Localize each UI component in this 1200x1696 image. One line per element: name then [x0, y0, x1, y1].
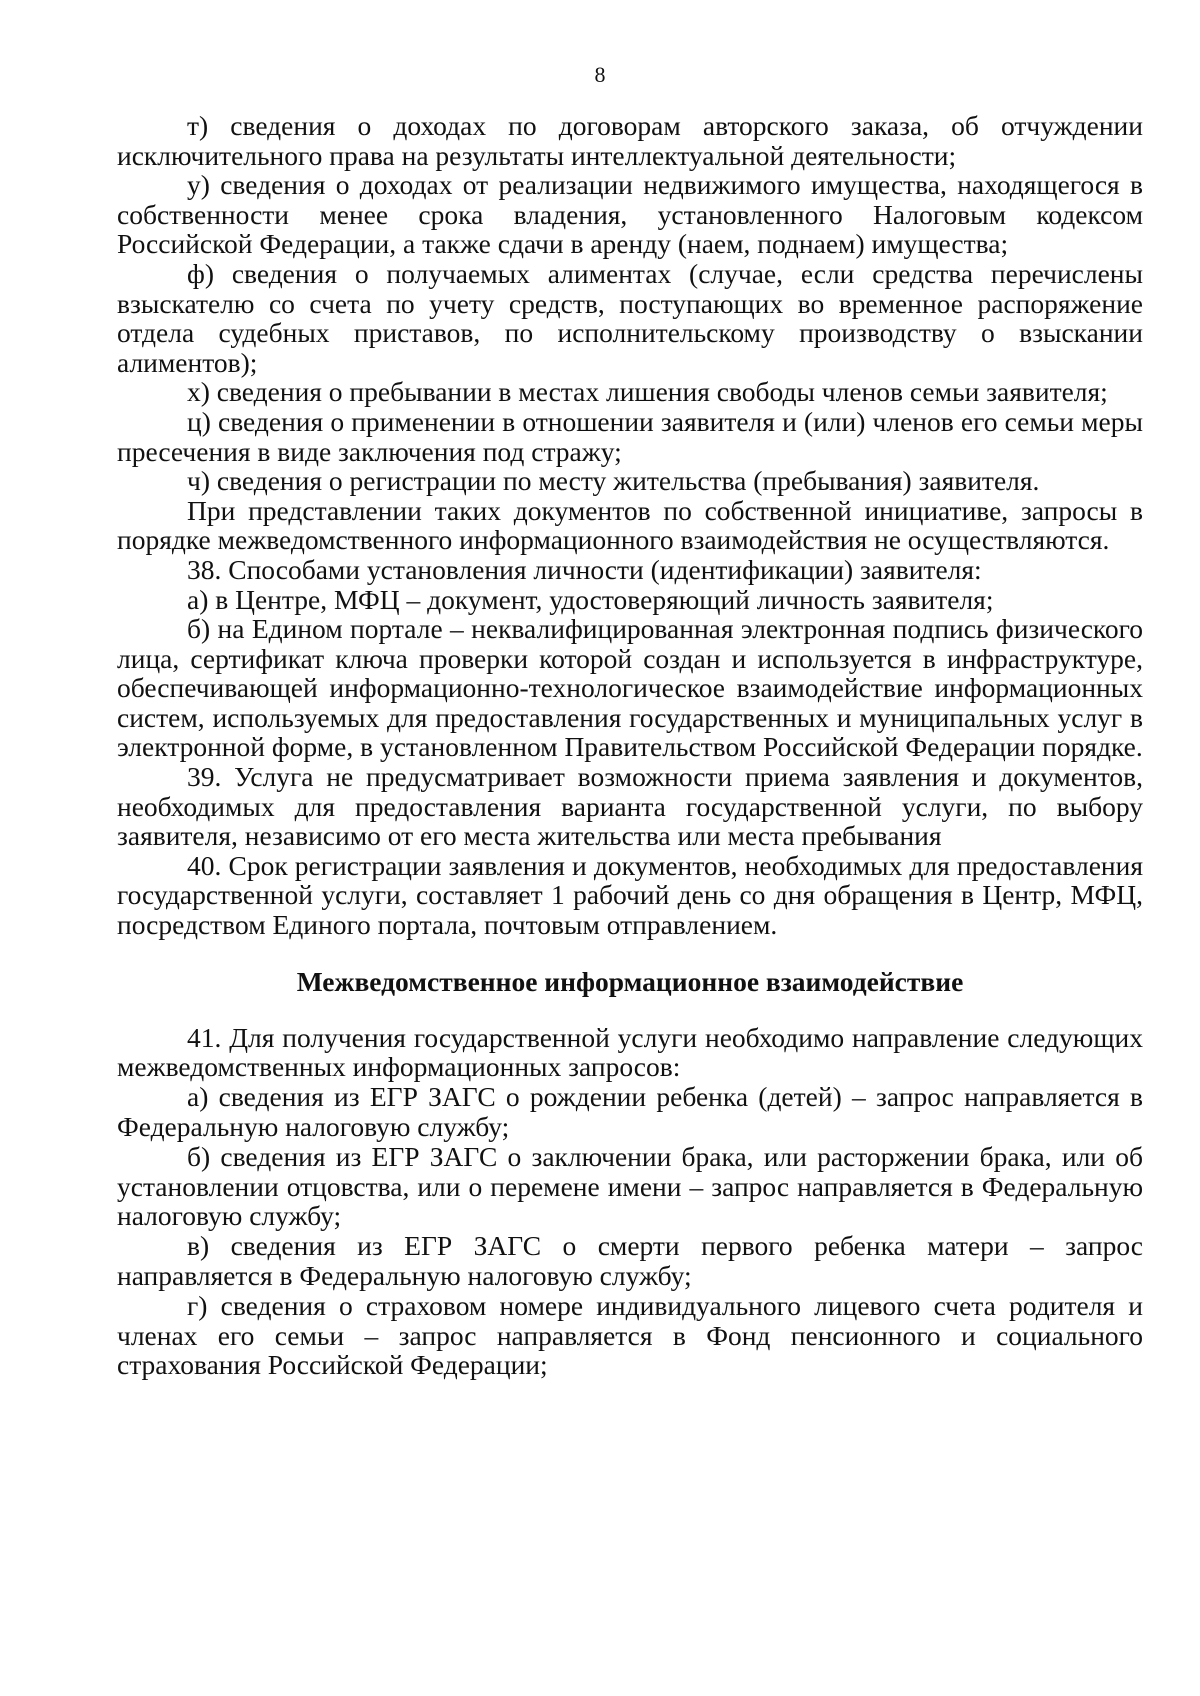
paragraph-39: 39. Услуга не предусматривает возможности приема заявления и документов, необходимых для предоставления варианта государственной услуги, по выбору заявителя, независимо от его места жительства или места пребывания	[117, 761, 1143, 852]
paragraph-38-b: б) на Едином портале – неквалифицированная электронная подпись физического лица, сертификат ключа проверки которой создан и используется в инфраструктуре, обеспечивающей информационно-технологическое взаимодействие информационных систем, используемых для предоставления государственных и муниципальных услуг в электронной форме, в установленном Правительством Российской Федерации порядке.	[117, 613, 1143, 763]
section-heading: Межведомственное информационное взаимодействие	[296, 965, 964, 997]
document-body	[117, 111, 1143, 1380]
paragraph-ch: ч) сведения о регистрации по месту жительства (пребывания) заявителя.	[187, 465, 1040, 497]
paragraph-41-a: а) сведения из ЕГР ЗАГС о рождении ребенка (детей) – запрос направляется в Федеральную налоговую службу;	[117, 1081, 1143, 1143]
paragraph-38-a: а) в Центре, МФЦ – документ, удостоверяющий личность заявителя;	[187, 583, 994, 615]
paragraph-u: у) сведения о доходах от реализации недвижимого имущества, находящегося в собственности менее срока владения, установленного Налоговым кодексом Российской Федерации, а также сдачи в аренду (наем, поднаем) имущества;	[117, 169, 1143, 260]
paragraph-40: 40. Срок регистрации заявления и документов, необходимых для предоставления государственной услуги, составляет 1 рабочий день со дня обращения в Центр, МФЦ, посредством Единого портала, почтовым отправлением.	[117, 849, 1143, 941]
paragraph-41-b: б) сведения из ЕГР ЗАГС о заключении брака, или расторжении брака, или об установлении отцовства, или о перемене имени – запрос направляется в Федеральную налоговую службу;	[117, 1140, 1143, 1232]
paragraph-41: 41. Для получения государственной услуги необходимо направление следующих межведомственных информационных запросов:	[117, 1021, 1143, 1083]
paragraph-t: т) сведения о доходах по договорам авторского заказа, об отчуждении исключительного права на результаты интеллектуальной деятельности;	[117, 110, 1143, 171]
paragraph-ts: ц) сведения о применении в отношении заявителя и (или) членов его семьи меры пресечения в виде заключения под стражу;	[117, 405, 1143, 467]
paragraph-kh: х) сведения о пребывании в местах лишения свободы членов семьи заявителя;	[187, 376, 1108, 408]
section-interagency	[117, 1023, 1143, 1381]
paragraph-41-g: г) сведения о страховом номере индивидуального лицевого счета родителя и членах его семьи – запрос направляется в Фонд пенсионного и социального страхования Российской Федерации;	[117, 1289, 1143, 1381]
paragraph-f: ф) сведения о получаемых алиментах (случае, если средства перечислены взыскателю со счета по учету средств, поступающих во временное распоряжение отдела судебных приставов, по исполнительскому производству о взыскании алиментов);	[117, 257, 1143, 378]
paragraph-own-initiative: При представлении таких документов по собственной инициативе, запросы в порядке межведомственного информационного взаимодействия не осуществляются.	[117, 494, 1143, 556]
paragraph-41-v: в) сведения из ЕГР ЗАГС о смерти первого ребенка матери – запрос направляется в Федеральную налоговую службу;	[117, 1230, 1143, 1291]
page-number: 8	[594, 62, 606, 87]
paragraph-38: 38. Способами установления личности (идентификации) заявителя:	[187, 553, 982, 585]
